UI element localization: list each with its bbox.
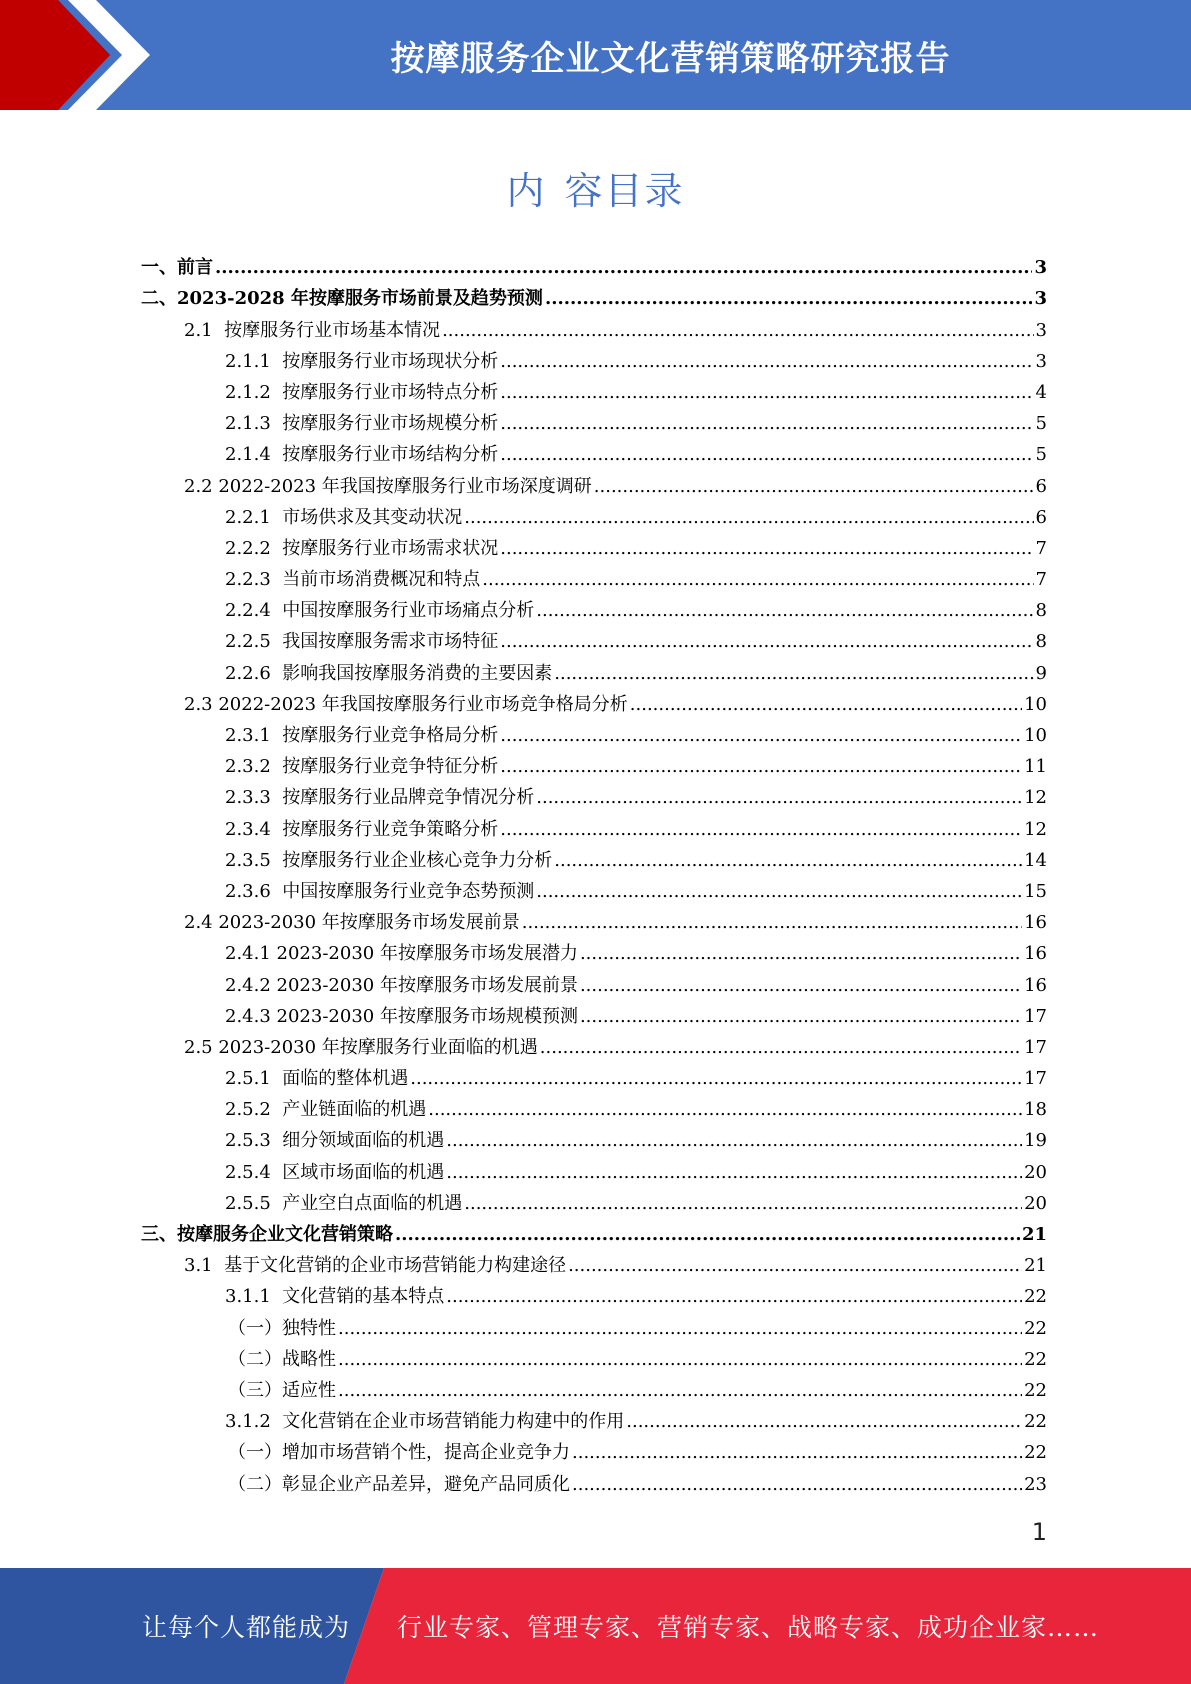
toc-entry[interactable]	[141, 1064, 1047, 1095]
toc-dot-leader	[500, 726, 1022, 746]
toc-entry-title: 2.2.2 按摩服务行业市场需求状况	[225, 537, 499, 559]
toc-entry[interactable]	[141, 908, 1047, 939]
toc-entry[interactable]	[141, 1469, 1047, 1500]
toc-entry-title: 一、前言	[141, 257, 213, 279]
toc-entry[interactable]	[141, 503, 1047, 534]
toc-entry-page: 10	[1024, 693, 1047, 715]
toc-dot-leader	[500, 632, 1033, 652]
toc-entry-page: 3	[1035, 350, 1047, 372]
toc-title-text: 内 容目录	[506, 169, 685, 213]
toc-entry[interactable]	[141, 253, 1047, 284]
toc-dot-leader	[410, 1069, 1022, 1089]
toc-entry[interactable]	[141, 596, 1047, 627]
toc-entry[interactable]	[141, 1313, 1047, 1344]
toc-entry-page: 22	[1024, 1348, 1047, 1370]
toc-entry-page: 3	[1034, 257, 1047, 279]
toc-dot-leader	[215, 258, 1032, 278]
toc-dot-leader	[594, 477, 1034, 497]
toc-entry-title: （三）适应性	[228, 1379, 336, 1401]
toc-entry[interactable]	[141, 658, 1047, 689]
toc-entry-page: 3	[1034, 288, 1047, 310]
toc-dot-leader	[572, 1475, 1022, 1495]
toc-entry-title: 2.4 2023-2030 年按摩服务市场发展前景	[184, 912, 520, 934]
toc-entry-title: 3.1 基于文化营销的企业市场营销能力构建途径	[184, 1255, 567, 1277]
toc-entry-page: 5	[1035, 444, 1047, 466]
toc-entry[interactable]	[141, 721, 1047, 752]
toc-dot-leader	[536, 882, 1022, 902]
toc-entry-page: 19	[1024, 1130, 1047, 1152]
toc-entry[interactable]	[141, 1407, 1047, 1438]
toc-entry-title: 2.3.4 按摩服务行业竞争策略分析	[225, 818, 499, 840]
toc-dot-leader	[500, 757, 1022, 777]
toc-dot-leader	[580, 1007, 1022, 1027]
toc-dot-leader	[500, 445, 1033, 465]
toc-entry-page: 12	[1024, 818, 1047, 840]
toc-entry[interactable]	[141, 1157, 1047, 1188]
toc-entry-page: 7	[1035, 569, 1047, 591]
toc-entry-title: 2.3 2022-2023 年我国按摩服务行业市场竞争格局分析	[184, 693, 628, 715]
toc-entry-page: 20	[1024, 1161, 1047, 1183]
toc-dot-leader	[338, 1381, 1022, 1401]
toc-dot-leader	[580, 944, 1022, 964]
toc-dot-leader	[500, 414, 1033, 434]
toc-entry-page: 5	[1035, 413, 1047, 435]
toc-entry[interactable]	[141, 1002, 1047, 1033]
toc-dot-leader	[630, 695, 1022, 715]
toc-entry-page: 9	[1035, 662, 1047, 684]
toc-entry-title: 2.5.1 面临的整体机遇	[225, 1068, 409, 1090]
toc-entry-title: 2.2.1 市场供求及其变动状况	[225, 506, 463, 528]
toc-entry-title: 2.5.3 细分领域面临的机遇	[225, 1130, 445, 1152]
toc-entry-title: 2.2.6 影响我国按摩服务消费的主要因素	[225, 662, 553, 684]
toc-entry-title: 2.2 2022-2023 年我国按摩服务行业市场深度调研	[184, 475, 592, 497]
toc-entry-title: 2.4.2 2023-2030 年按摩服务市场发展前景	[225, 974, 578, 996]
toc-entry-page: 22	[1024, 1411, 1047, 1433]
toc-entry-title: 2.2.3 当前市场消费概况和特点	[225, 569, 481, 591]
toc-entry-title: 2.3.1 按摩服务行业竞争格局分析	[225, 725, 499, 746]
toc-dot-leader	[554, 851, 1022, 871]
toc-entry[interactable]	[141, 1189, 1047, 1220]
toc-entry[interactable]	[141, 1282, 1047, 1313]
toc-entry-title: （二）彰显企业产品差异，避免产品同质化	[228, 1473, 570, 1495]
toc-title	[0, 160, 1191, 215]
toc-entry[interactable]	[141, 409, 1047, 440]
toc-dot-leader	[522, 913, 1022, 933]
toc-entry[interactable]	[141, 378, 1047, 409]
toc-entry-title: （二）战略性	[228, 1348, 336, 1370]
toc-entry-page: 20	[1024, 1192, 1047, 1214]
toc-entry-title: 2.1.2 按摩服务行业市场特点分析	[225, 381, 499, 403]
toc-dot-leader	[464, 1194, 1022, 1214]
toc-entry[interactable]	[141, 1095, 1047, 1126]
chevron-arrow-icon	[0, 0, 160, 110]
toc-entry-page: 10	[1024, 725, 1047, 746]
toc-entry[interactable]	[141, 627, 1047, 658]
toc-entry[interactable]	[141, 1126, 1047, 1157]
toc-entry[interactable]	[141, 440, 1047, 471]
toc-entry-title: 2.4.3 2023-2030 年按摩服务市场规模预测	[225, 1005, 578, 1027]
table-of-contents	[141, 253, 1047, 1501]
toc-dot-leader	[540, 1038, 1022, 1058]
toc-entry-page: 22	[1024, 1379, 1047, 1401]
toc-dot-leader	[536, 788, 1022, 808]
toc-dot-leader	[446, 1163, 1022, 1183]
toc-dot-leader	[500, 352, 1033, 372]
toc-entry[interactable]	[141, 534, 1047, 565]
toc-entry[interactable]	[141, 284, 1047, 315]
toc-entry-title: 2.3.6 中国按摩服务行业竞争态势预测	[225, 880, 535, 902]
toc-entry-page: 17	[1024, 1036, 1047, 1058]
toc-entry-page: 16	[1024, 943, 1047, 965]
toc-dot-leader	[626, 1412, 1022, 1432]
toc-entry-title: 2.1.3 按摩服务行业市场规模分析	[225, 413, 499, 435]
toc-entry-title: 2.2.5 我国按摩服务需求市场特征	[225, 631, 499, 653]
toc-dot-leader	[500, 383, 1033, 403]
toc-entry[interactable]	[141, 846, 1047, 877]
toc-dot-leader	[338, 1350, 1022, 1370]
toc-entry-page: 16	[1024, 912, 1047, 934]
toc-entry-page: 7	[1035, 537, 1047, 559]
toc-dot-leader	[545, 289, 1033, 309]
toc-entry-title: 2.5.4 区域市场面临的机遇	[225, 1161, 445, 1183]
toc-dot-leader	[572, 1443, 1022, 1463]
toc-entry-page: 21	[1021, 1224, 1047, 1245]
toc-dot-leader	[446, 1287, 1022, 1307]
report-title: 按摩服务企业文化营销策略研究报告	[390, 38, 951, 79]
toc-entry-page: 8	[1035, 600, 1047, 622]
toc-entry[interactable]	[141, 1345, 1047, 1376]
toc-dot-leader	[500, 539, 1033, 559]
toc-dot-leader	[500, 820, 1022, 840]
toc-entry-page: 21	[1024, 1255, 1047, 1277]
toc-entry[interactable]	[141, 471, 1047, 502]
toc-entry-title: 2.3.3 按摩服务行业品牌竞争情况分析	[225, 787, 535, 809]
toc-entry-title: 三、按摩服务企业文化营销策略	[141, 1224, 393, 1245]
toc-entry-page: 22	[1024, 1317, 1047, 1339]
toc-entry-page: 15	[1024, 880, 1047, 902]
toc-entry-title: （一）独特性	[228, 1317, 336, 1339]
toc-entry[interactable]	[141, 783, 1047, 814]
toc-entry-page: 18	[1024, 1099, 1047, 1121]
toc-entry-page: 8	[1035, 631, 1047, 653]
toc-entry[interactable]	[141, 814, 1047, 845]
toc-entry-title: 2.2.4 中国按摩服务行业市场痛点分析	[225, 600, 535, 622]
toc-entry-page: 11	[1024, 756, 1047, 778]
footer-slogan-left: 让每个人都能成为	[142, 1613, 351, 1642]
toc-entry[interactable]	[141, 1438, 1047, 1469]
toc-entry-page: 22	[1024, 1442, 1047, 1464]
toc-dot-leader	[580, 976, 1022, 996]
toc-entry-title: 2.5.5 产业空白点面临的机遇	[225, 1192, 463, 1214]
toc-dot-leader	[395, 1225, 1020, 1245]
toc-entry[interactable]	[141, 1033, 1047, 1064]
toc-entry-page: 6	[1035, 475, 1047, 497]
toc-entry[interactable]	[141, 347, 1047, 378]
toc-dot-leader	[338, 1319, 1022, 1339]
footer-banner	[0, 1568, 1191, 1684]
toc-entry-page: 12	[1024, 787, 1047, 809]
toc-entry-title: 2.5 2023-2030 年按摩服务行业面临的机遇	[184, 1036, 538, 1058]
toc-dot-leader	[568, 1256, 1022, 1276]
toc-entry-title: 2.1.1 按摩服务行业市场现状分析	[225, 350, 499, 372]
toc-entry[interactable]	[141, 970, 1047, 1001]
toc-entry[interactable]	[141, 939, 1047, 970]
toc-entry[interactable]	[141, 1220, 1047, 1251]
toc-entry-title: 2.3.2 按摩服务行业竞争特征分析	[225, 756, 499, 778]
toc-entry-title: 二、2023-2028 年按摩服务市场前景及趋势预测	[141, 288, 543, 310]
toc-dot-leader	[482, 570, 1033, 590]
footer-slogan-right: 行业专家、管理专家、营销专家、战略专家、成功企业家……	[397, 1613, 1100, 1642]
toc-dot-leader	[554, 664, 1033, 684]
toc-entry[interactable]	[141, 565, 1047, 596]
toc-entry-title: （一）增加市场营销个性，提高企业竞争力	[228, 1442, 570, 1464]
toc-dot-leader	[442, 321, 1033, 341]
toc-entry-title: 2.3.5 按摩服务行业企业核心竞争力分析	[225, 849, 553, 871]
toc-entry-title: 2.1.4 按摩服务行业市场结构分析	[225, 444, 499, 466]
toc-entry-page: 23	[1024, 1473, 1047, 1495]
toc-entry-page: 14	[1024, 849, 1047, 871]
toc-entry-title: 3.1.1 文化营销的基本特点	[225, 1286, 445, 1308]
toc-entry-title: 2.1 按摩服务行业市场基本情况	[184, 319, 441, 341]
toc-dot-leader	[428, 1100, 1022, 1120]
toc-entry[interactable]	[141, 877, 1047, 908]
toc-dot-leader	[446, 1131, 1022, 1151]
toc-entry-page: 16	[1024, 974, 1047, 996]
toc-entry-page: 3	[1035, 319, 1047, 341]
toc-entry[interactable]	[141, 1251, 1047, 1282]
toc-dot-leader	[536, 601, 1033, 621]
toc-entry-title: 3.1.2 文化营销在企业市场营销能力构建中的作用	[225, 1411, 625, 1433]
toc-entry-page: 4	[1035, 381, 1047, 403]
toc-entry-page: 17	[1024, 1068, 1047, 1090]
header-banner	[0, 0, 1191, 110]
toc-entry-page: 17	[1024, 1005, 1047, 1027]
toc-dot-leader	[464, 508, 1033, 528]
toc-entry[interactable]	[141, 752, 1047, 783]
toc-entry[interactable]	[141, 690, 1047, 721]
toc-entry-page: 6	[1035, 506, 1047, 528]
toc-entry-page: 22	[1024, 1286, 1047, 1308]
toc-entry[interactable]	[141, 1376, 1047, 1407]
page-number: 1	[1031, 1518, 1047, 1546]
toc-entry[interactable]	[141, 315, 1047, 346]
toc-entry-title: 2.4.1 2023-2030 年按摩服务市场发展潜力	[225, 943, 578, 965]
toc-entry-title: 2.5.2 产业链面临的机遇	[225, 1099, 427, 1121]
